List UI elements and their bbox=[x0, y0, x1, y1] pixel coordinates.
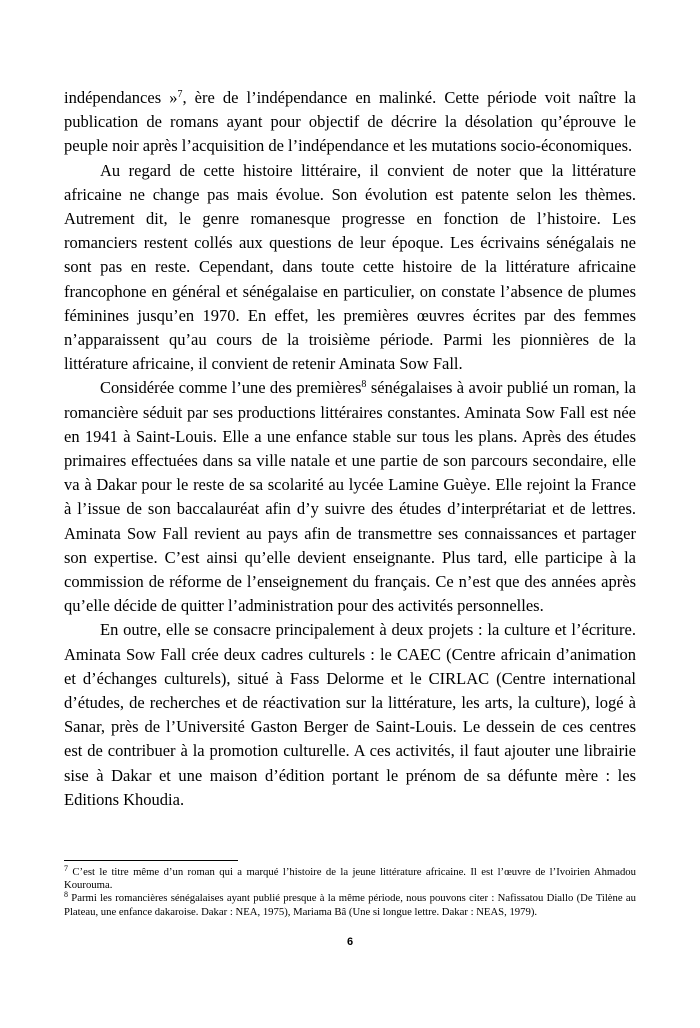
paragraph-3-text-a: Considérée comme l’une des premières bbox=[100, 378, 362, 398]
footnote-text: Parmi les romancières sénégalaises ayant publié presque à la même période, nous pouvons citer : Nafissatou Diallo (De Tilène au Plateau, une enfance dakaroise. Dakar : NEA, 1975), Mariama Bâ (Une si longue lettre. Dakar : NEAS, 1979). bbox=[64, 892, 636, 918]
footnote-text: C’est le titre même d’un roman qui a marqué l’histoire de la jeune littérature africaine. Il est l’œuvre de l’Ivoirien Ahmadou Kourouma. bbox=[64, 866, 636, 892]
footnote-ref-8[interactable]: 8 bbox=[361, 379, 367, 391]
footnote-8 bbox=[64, 892, 636, 918]
document-body bbox=[64, 86, 636, 812]
paragraph-4: En outre, elle se consacre principalement à deux projets : la culture et l’écriture. Aminata Sow Fall crée deux cadres culturels : le CAEC (Centre africain d’animation et d’échanges culturels), situé à Fass Delorme et le CIRLAC (Centre international d’études, de recherches et de réactivation sur la littérature, les arts, la culture), logé à Sanar, près de l’Université Gaston Berger de Saint-Louis. Le dessein de ces centres est de contribuer à la promotion culturelle. A ces activités, il faut ajouter une librairie sise à Dakar et une maison d’édition portant le prénom de sa défunte mère : les Editions Khoudia. bbox=[64, 620, 636, 809]
paragraph-1 bbox=[64, 86, 636, 159]
paragraph-1-text-b: , ère de l’indépendance en malinké. Cette période voit naître la publication de romans ayant pour objectif de décrire la désolation qu’éprouve le peuple noir après l’acquisition de l’indépendance et les mutations socio-économiques. bbox=[64, 88, 637, 156]
footnotes bbox=[64, 866, 636, 919]
paragraph-3 bbox=[64, 376, 636, 618]
paragraph-2: Au regard de cette histoire littéraire, il convient de noter que la littérature africaine ne change pas mais évolue. Son évolution est patente selon les thèmes. Autrement dit, le genre romanesque progresse en fonction de l’histoire. Les romanciers restent collés aux questions de leur époque. Les écrivains sénégalais ne sont pas en reste. Cependant, dans toute cette histoire de la littérature africaine francophone en général et sénégalaise en particulier, on constate l’absence de plumes féminines jusqu’en 1970. En effet, les premières œuvres écrites par des femmes n’apparaissent qu’au cours de la troisième période. Parmi les pionnières de la littérature africaine, il convient de retenir Aminata Sow Fall. bbox=[64, 160, 636, 374]
footnote-ref-7[interactable]: 7 bbox=[177, 89, 183, 100]
paragraph-3-text-b: sénégalaises à avoir publié un roman, la romancière séduit par ses productions littéraires constantes. Aminata Sow Fall est née en 1941 à Saint-Louis. Elle a une enfance stable sur tous les plans. Après des études primaires effectuées dans sa ville natale et une partie de son parcours secondaire, elle va à Dakar pour le reste de sa scolarité au lycée Lamine Guèye. Elle rejoint la France à l’issue de son baccalauréat afin d’y suivre des études d’interprétariat et de lettres. Aminata Sow Fall revient au pays afin de transmettre ses connaissances et partager son expertise. C’est ainsi qu’elle devient enseignante. Plus tard, elle participe à la commission de réforme de l’enseignement du français. Ce n’est que des années après qu’elle décide de quitter l’administration pour des activités personnelles. bbox=[64, 378, 637, 616]
footnote-7 bbox=[64, 866, 636, 892]
paragraph-1-text-a: indépendances » bbox=[64, 88, 178, 107]
footnote-separator bbox=[64, 860, 238, 861]
footnote-number: 7 bbox=[64, 864, 68, 873]
footnote-number: 8 bbox=[64, 890, 68, 900]
page-number: 6 bbox=[346, 936, 354, 948]
